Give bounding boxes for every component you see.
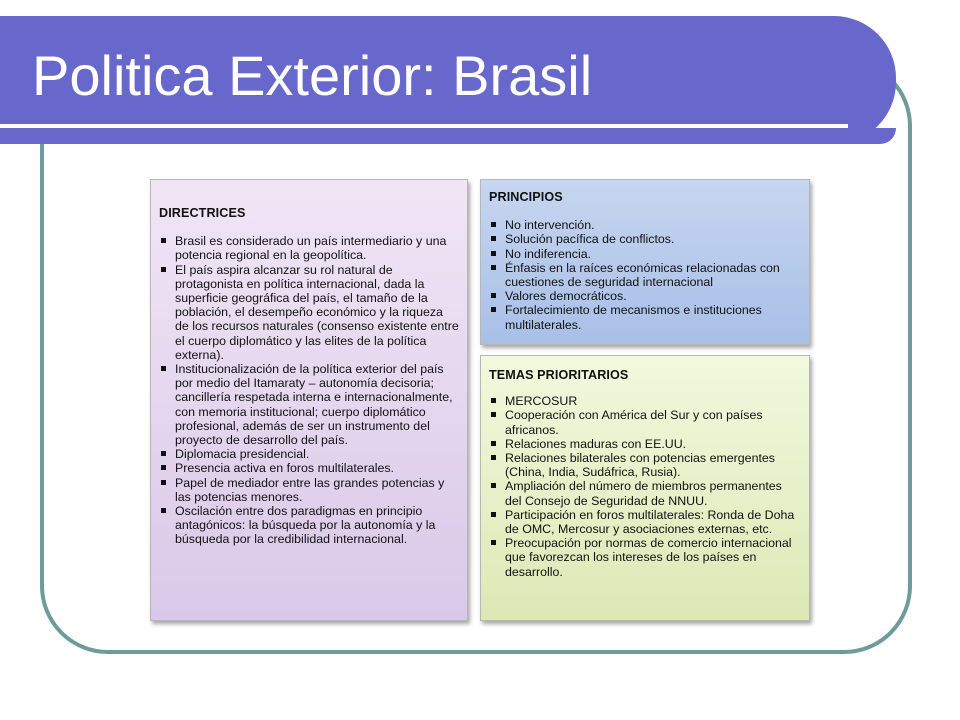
list-item: Valores democráticos. (489, 289, 801, 303)
list-item: Participación en foros multilaterales: Ronda de Doha de OMC, Mercosur y asociaciones externas, etc. (489, 508, 801, 536)
bullet-square-icon (491, 293, 496, 298)
bullet-square-icon (491, 236, 496, 241)
directrices-panel (150, 179, 468, 621)
bullet-square-icon (491, 398, 496, 403)
title-divider (0, 124, 848, 128)
list-item: Relaciones bilaterales con potencias emergentes (China, India, Sudáfrica, Rusia). (489, 451, 801, 479)
list-item: Fortalecimiento de mecanismos e instituciones multilaterales. (489, 303, 801, 331)
principios-panel (480, 179, 810, 345)
list-item: Oscilación entre dos paradigmas en principio antagónicos: la búsqueda por la autonomía y la búsqueda por la credibilidad internacional. (159, 504, 459, 547)
title-bar-lower-band (0, 128, 896, 144)
bullet-square-icon (161, 451, 166, 456)
principios-heading: PRINCIPIOS (489, 190, 563, 204)
list-item: Ampliación del número de miembros permanentes del Consejo de Seguridad de NNUU. (489, 479, 801, 507)
list-item: Cooperación con América del Sur y con países africanos. (489, 408, 801, 436)
temas-list (489, 394, 801, 579)
temas-prioritarios-panel (480, 355, 810, 621)
temas-heading: TEMAS PRIORITARIOS (489, 368, 629, 382)
slide-title: Politica Exterior: Brasil (32, 44, 593, 107)
bullet-square-icon (491, 222, 496, 227)
bullet-square-icon (491, 540, 496, 545)
bullet-square-icon (491, 455, 496, 460)
bullet-square-icon (161, 238, 166, 243)
bullet-square-icon (491, 412, 496, 417)
list-item: Presencia activa en foros multilaterales. (159, 461, 459, 475)
directrices-heading: DIRECTRICES (159, 206, 246, 220)
bullet-square-icon (161, 465, 166, 470)
bullet-square-icon (161, 508, 166, 513)
list-item: MERCOSUR (489, 394, 801, 408)
list-item: No indiferencia. (489, 247, 801, 261)
list-item: Relaciones maduras con EE.UU. (489, 437, 801, 451)
bullet-square-icon (491, 441, 496, 446)
list-item: Diplomacia presidencial. (159, 447, 459, 461)
list-item: No intervención. (489, 218, 801, 232)
bullet-square-icon (161, 366, 166, 371)
bullet-square-icon (161, 267, 166, 272)
list-item: Institucionalización de la política exterior del país por medio del Itamaraty – autonomía decisoria; cancillería respetada interna e internacionalmente, con memoria institucional; cuerpo diplomático profesional, además de ser un instrumento del proyecto de desarrollo del país. (159, 362, 459, 447)
list-item: El país aspira alcanzar su rol natural de protagonista en política internacional, dada la superficie geográfica del país, el tamaño de la población, el desempeño económico y la riqueza de los recursos naturales (consenso existente entre el cuerpo diplomático y las elites de la política externa). (159, 263, 459, 362)
list-item: Brasil es considerado un país intermediario y una potencia regional en la geopolítica. (159, 234, 459, 262)
bullet-square-icon (491, 265, 496, 270)
bullet-square-icon (491, 307, 496, 312)
list-item: Énfasis en la raíces económicas relacionadas con cuestiones de seguridad internacional (489, 261, 801, 289)
bullet-square-icon (491, 512, 496, 517)
bullet-square-icon (491, 251, 496, 256)
list-item: Papel de mediador entre las grandes potencias y las potencias menores. (159, 476, 459, 504)
directrices-list (159, 234, 459, 546)
bullet-square-icon (491, 483, 496, 488)
list-item: Solución pacífica de conflictos. (489, 232, 801, 246)
principios-list (489, 218, 801, 332)
list-item: Preocupación por normas de comercio internacional que favorezcan los intereses de los países en desarrollo. (489, 536, 801, 579)
bullet-square-icon (161, 480, 166, 485)
